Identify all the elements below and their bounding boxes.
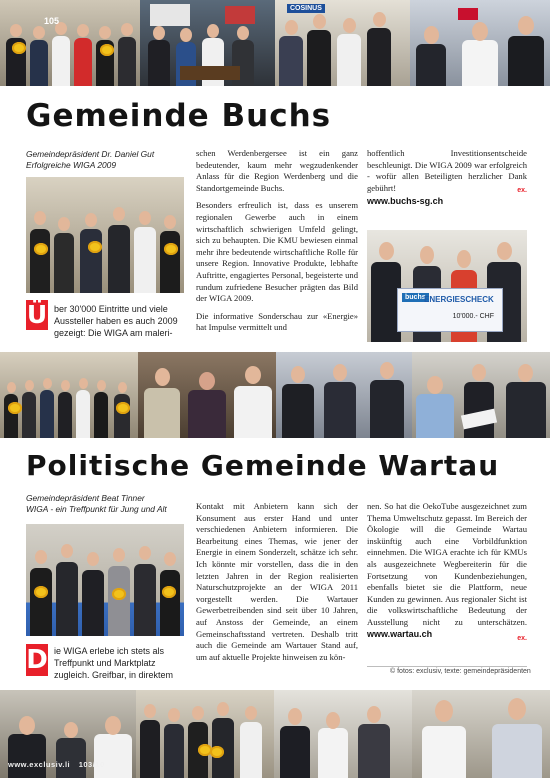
photo-group-flowers xyxy=(136,690,274,778)
dropcap-u: Ü xyxy=(26,300,48,329)
paragraph: Kontakt mit Anbietern kann sich der Konsument aus erster Hand und unter verschiedenen Anbietern informieren. Die Bearbeitung eines Themas, wie jener der Energie in einem Sonderzelt, schätze ich sehr. Ich könnte mir vorstellen, dass die in den letzten Jahren in der Region realisierten Naturschutzprojekte an der WIGA 2011 vorgestellt werden. Die Wartauer Gewerbetreibenden sind seit über 10 Jahren, auf Anstoss der Gemeinde, an einem Gemeinschaftsstand vertreten. Deshalb tritt auch die Gemeinde am Wartauer Stand auf, um auf aktuelle Projekte hinweisen zu kön- xyxy=(196,501,358,662)
photo-two-men xyxy=(412,690,550,778)
photo-men-talking xyxy=(276,352,412,438)
footer-page-number: 103/10 xyxy=(78,760,105,769)
column-buchs-right xyxy=(367,148,527,208)
badge-number: 105 xyxy=(44,16,60,26)
caption-buchs xyxy=(26,149,186,170)
section-title-buchs: Gemeinde Buchs xyxy=(26,98,332,134)
lead-wartau: ie WIGA erlebe ich stets als Treffpunkt und Marktplatz zugleich. Greifbar, in direktem xyxy=(54,646,174,680)
link-buchs[interactable]: www.buchs-sg.ch xyxy=(367,196,444,207)
photo-couple xyxy=(138,352,276,438)
paragraph: Die informative Sonderschau zur «Energie» hat Impulse vermittelt und xyxy=(196,310,358,333)
paragraph: hoffentlich Investitionsentscheide beschleunigt. Die WIGA 2009 war erfolgreich - wofür allen Beteiligten herzlicher Dank gebührt! xyxy=(367,148,527,193)
caption-buchs-line1: Gemeindepräsident Dr. Daniel Gut xyxy=(26,149,155,159)
photo-energiescheck xyxy=(367,230,527,342)
photo-wartau-group xyxy=(26,524,184,636)
credit-divider xyxy=(367,666,527,667)
paragraph: Besonders erfreulich ist, dass es unserem regionalen Gewerbe auch in einem wirtschaftlich schwierigen Umfeld gelingt, sich zu behaupten. Die KMU bewiesen einmal mehr ihre bedeutende wirtschaftliche Rolle für unsere Region. Innovative Produkte, lebhafte Auftritte, engagiertes Personal, begeisterte und rundum zufriedene Besucher prägten das Bild der WIGA 2009. xyxy=(196,200,358,304)
top-photo-strip xyxy=(0,0,550,86)
caption-buchs-line2: Erfolgreiche WIGA 2009 xyxy=(26,159,116,170)
photo-line-up xyxy=(0,352,138,438)
photo-credit: © fotos: exclusiv, texte: gemeindepräsidenten xyxy=(390,668,531,675)
photo-stand-talk xyxy=(140,0,275,86)
column-wartau-right xyxy=(367,501,527,644)
photo-handshake xyxy=(412,352,550,438)
caption-wartau-line2: WIGA - ein Treffpunkt für Jung und Alt xyxy=(26,503,167,514)
photo-booth-group xyxy=(0,0,140,86)
paragraph: schen Werdenbergersee ist ein ganz bedeutender, kaum mehr wegzudenkender Anlass für die Region Werdenberg und die Standortgemeinde Buchs. xyxy=(196,148,358,193)
booth-sign: COSINUS xyxy=(287,4,325,13)
paragraph: nen. So hat die OekoTube ausgezeichnet zum Thema Umweltschutz gepasst. Im Bereich der Ökologie will die Gemeinde Wartau inskünftig auch eine Vorbildfunktion einnehmen. Die WIGA erachte ich für KMUs als ausgezeichnete Wegbereiterin für die Fortsetzung von Kundenbeziehungen, ebenfalls bietet sie die Plattform, neue Kunden zu gewinnen. Aus regionaler Sicht ist die volkswirtschaftliche Bedeutung der Ausstellung nicht zu unterschätzen. xyxy=(367,501,527,627)
lead-buchs: ber 30'000 Eintritte und viele Aussteller haben es auch 2009 gezeigt: Die WIGA am maleri- xyxy=(54,304,178,338)
footer xyxy=(8,760,105,769)
column-buchs-middle xyxy=(196,148,358,340)
energiescheck-label: ENERGIESCHECK xyxy=(424,295,494,304)
column-wartau-middle xyxy=(196,501,358,669)
link-wartau[interactable]: www.wartau.ch xyxy=(367,628,433,639)
photo-three-people xyxy=(410,0,550,86)
ex-mark: ex. xyxy=(517,634,527,642)
dropcap-d: D xyxy=(26,645,48,675)
caption-wartau-line1: Gemeindepräsident Beat Tinner xyxy=(26,493,145,503)
footer-url: www.exclusiv.li xyxy=(8,760,71,769)
photo-stand-visitors xyxy=(274,690,412,778)
ex-mark: ex. xyxy=(517,186,527,194)
energiescheck-sign xyxy=(397,288,503,332)
caption-wartau xyxy=(26,493,196,514)
photo-buchs-group xyxy=(26,177,184,293)
middle-photo-strip xyxy=(0,352,550,438)
photo-group-cosinus xyxy=(275,0,410,86)
energiescheck-amount: 10'000.- CHF xyxy=(452,313,494,320)
section-title-wartau: Politische Gemeinde Wartau xyxy=(26,449,500,482)
buchs-logo: buchs xyxy=(402,293,429,302)
